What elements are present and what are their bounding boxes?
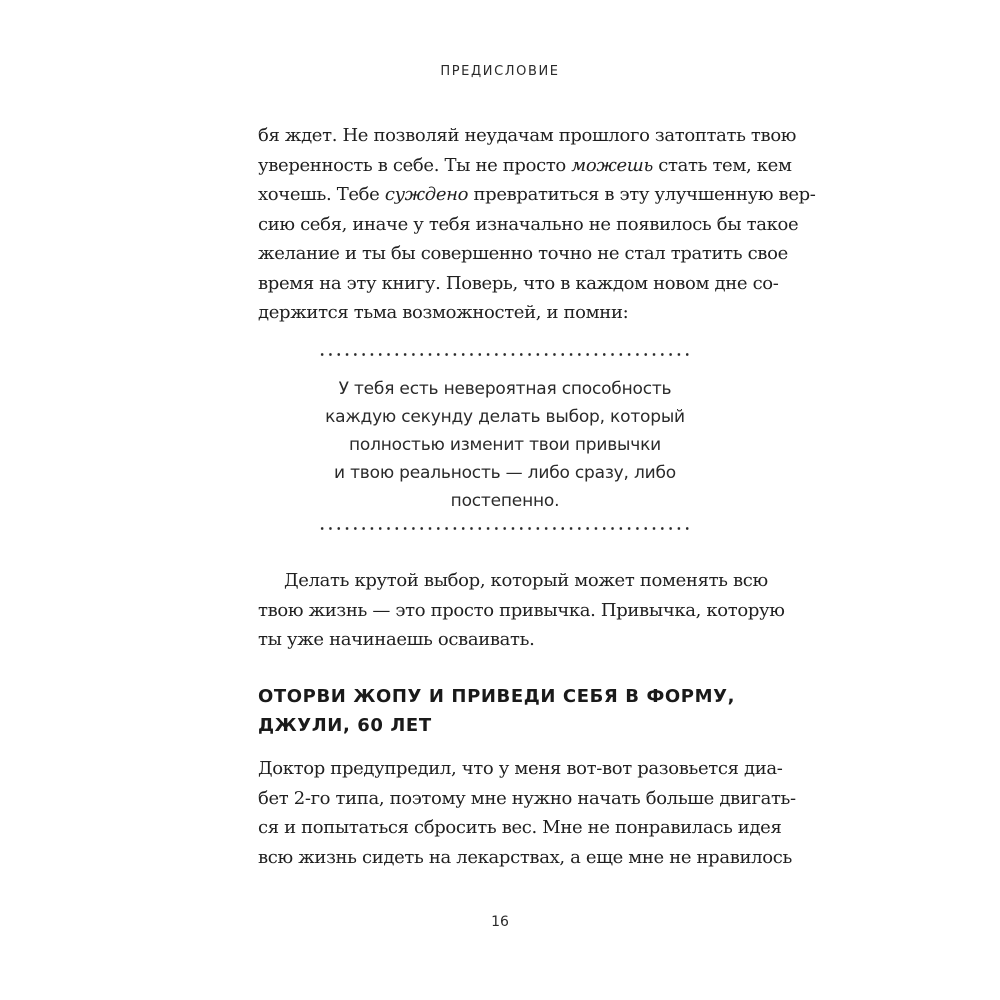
paragraph-2 — [258, 566, 785, 655]
section-heading — [258, 682, 778, 740]
page-number: 16 — [491, 914, 509, 930]
running-head: ПРЕДИСЛОВИЕ — [440, 64, 560, 79]
quote-line: каждую секунду делать выбор, который — [325, 407, 685, 427]
quote-line: У тебя есть невероятная способность — [338, 379, 672, 399]
text-line: уверенность в себе. Ты не просто можешь стать тем, кем — [258, 154, 792, 176]
quote-line: постепенно. — [450, 491, 560, 511]
heading-line: ДЖУЛИ, 60 ЛЕТ — [258, 715, 432, 736]
text-line: ты уже начинаешь осваивать. — [258, 629, 535, 650]
text-line: Делать крутой выбор, который может поменять всю — [284, 570, 768, 591]
pull-quote — [300, 375, 710, 515]
text-line: всю жизнь сидеть на лекарствах, а еще мне не нравилось — [258, 846, 792, 868]
dotted-rule-bottom — [318, 527, 690, 530]
text-line: время на эту книгу. Поверь, что в каждом новом дне со- — [258, 272, 779, 294]
quote-line: и твою реальность — либо сразу, либо — [334, 463, 676, 483]
text-line: держится тьма возможностей, и помни: — [258, 302, 629, 323]
dotted-rule-top — [318, 353, 690, 356]
text-line: сию себя, иначе у тебя изначально не появилось бы такое — [258, 213, 799, 235]
text-line: хочешь. Тебе суждено превратиться в эту улучшенную вер- — [258, 184, 816, 205]
heading-line: ОТОРВИ ЖОПУ И ПРИВЕДИ СЕБЯ В ФОРМУ, — [258, 686, 736, 707]
emphasis: можешь — [571, 154, 653, 176]
text-line: твою жизнь — это просто привычка. Привычка, которую — [258, 599, 785, 621]
text-line: ся и попытаться сбросить вес. Мне не понравилась идея — [258, 817, 782, 838]
text-line: Доктор предупредил, что у меня вот-вот разовьется диа- — [258, 758, 783, 779]
paragraph-1 — [258, 121, 816, 328]
text-line: желание и ты бы совершенно точно не стал тратить свое — [258, 243, 788, 264]
quote-line: полностью изменит твои привычки — [348, 435, 662, 455]
emphasis: суждено — [384, 184, 469, 205]
paragraph-3 — [258, 754, 796, 872]
text-line: бет 2-го типа, поэтому мне нужно начать больше двигать- — [258, 787, 796, 809]
text-line: бя ждет. Не позволяй неудачам прошлого затоптать твою — [258, 125, 797, 146]
